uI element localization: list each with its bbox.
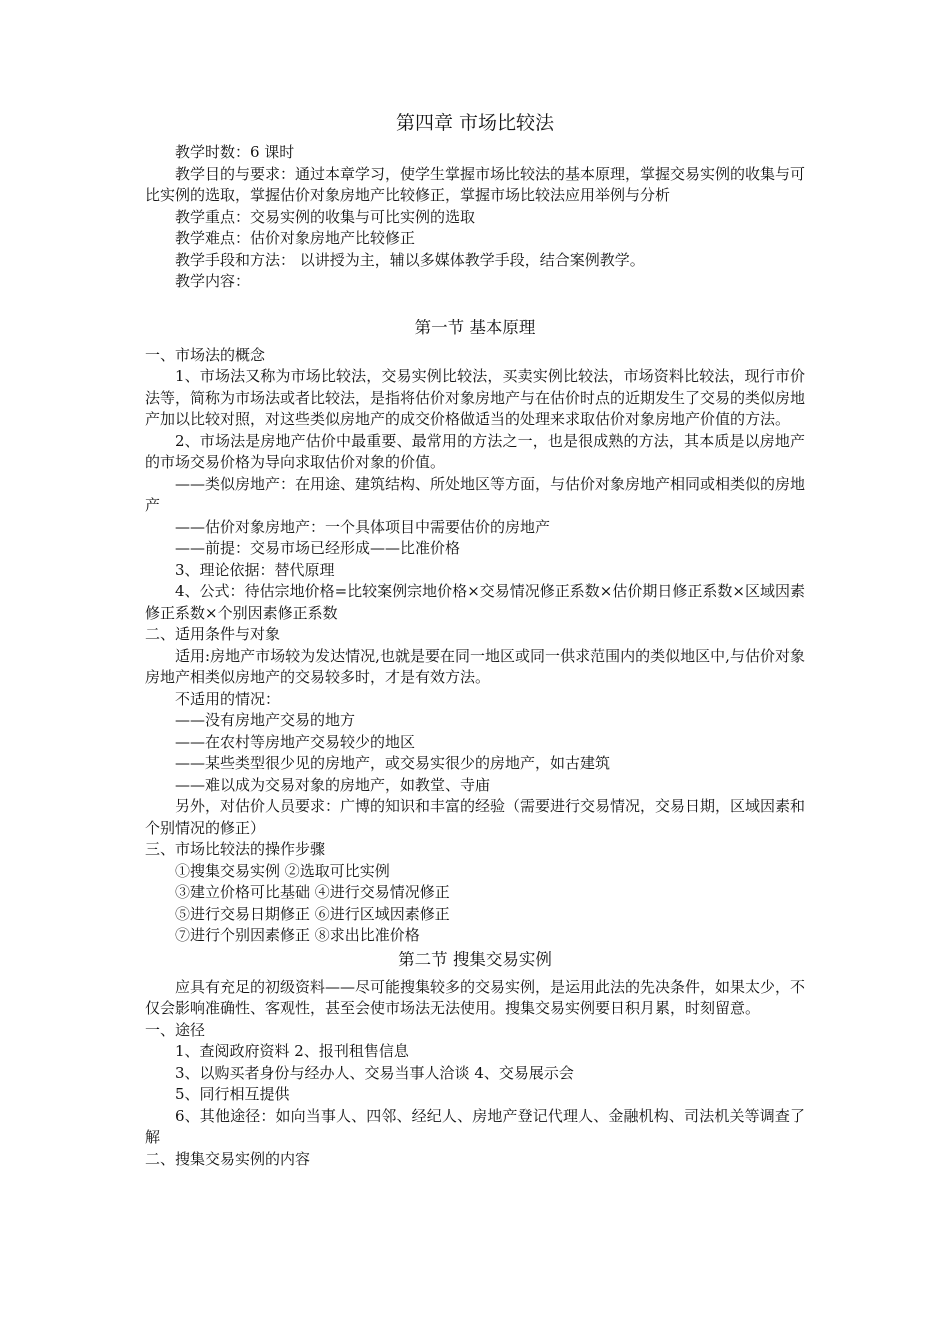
section2-heading-2: 二、搜集交易实例的内容 — [145, 1149, 311, 1168]
meta-content: 教学内容： — [175, 272, 251, 290]
section1-para: 适用:房地产市场较为发达情况,也就是要在同一地区或同一供求范围内的类似地区中,与估价对象房地产相类似房地产的交易较多时，才是有效方法。 — [145, 646, 805, 686]
section2-intro: 应具有充足的初级资料——尽可能搜集较多的交易实例，是运用此法的先决条件，如果太少，不仅会影响准确性、客观性，甚至会使市场法无法使用。搜集交易实例要日积月累，时刻留意。 — [145, 977, 806, 1017]
section2-way: 3、以购买者身份与经办人、交易当事人洽谈 4、交易展示会 — [175, 1063, 574, 1082]
section1-para: ——类似房地产：在用途、建筑结构、所处地区等方面，与估价对象房地产相同或相类似的房地产 — [145, 474, 806, 514]
section2-way: 5、同行相互提供 — [175, 1085, 290, 1103]
section2-title: 第二节 搜集交易实例 — [398, 949, 552, 969]
section1-para: ——估价对象房地产：一个具体项目中需要估价的房地产 — [175, 517, 551, 536]
section1-para: 1、市场法又称为市场比较法，交易实例比较法，买卖实例比较法，市场资料比较法，现行市价法等，简称为市场法或者比较法，是指将估价对象房地产与在估价时点的近期发生了交易的类似房地产加以比较对照，对这些类似房地产的成交价格做适当的处理来求取估价对象房地产价值的方法。 — [145, 367, 806, 428]
section2-way: 1、查阅政府资料 2、报刊租售信息 — [175, 1042, 409, 1060]
section1-heading-2: 二、适用条件与对象 — [145, 625, 281, 643]
step-line: ③建立价格可比基础 ④进行交易情况修正 — [175, 883, 450, 901]
meta-key-points: 教学重点：交易实例的收集与可比实例的选取 — [175, 207, 476, 226]
section1-para: ——没有房地产交易的地方 — [175, 711, 356, 729]
section1-para: ——某些类型很少见的房地产，或交易实很少的房地产，如古建筑 — [175, 754, 611, 772]
meta-methods: 教学手段和方法： 以讲授为主，辅以多媒体教学手段，结合案例教学。 — [175, 250, 645, 269]
meta-hours: 教学时数：6 课时 — [175, 143, 295, 161]
section1-title: 第一节 基本原理 — [414, 317, 536, 337]
step-line: ⑦进行个别因素修正 ⑧求出比准价格 — [175, 926, 420, 944]
section1-formula: 4、公式：待估宗地价格=比较案例宗地价格×交易情况修正系数×估价期日修正系数×区域因素修正系数×个别因素修正系数 — [145, 582, 805, 622]
section1-para: 另外，对估价人员要求：广博的知识和丰富的经验（需要进行交易情况，交易日期，区域因素和个别情况的修正） — [145, 797, 806, 837]
section2-way: 6、其他途径：如向当事人、四邻、经纪人、房地产登记代理人、金融机构、司法机关等调查了解 — [145, 1106, 805, 1146]
section1-para: ——难以成为交易对象的房地产，如教堂、寺庙 — [175, 775, 491, 794]
section1-para: 2、市场法是房地产估价中最重要、最常用的方法之一，也是很成熟的方法，其本质是以房地产的市场交易价格为导向求取估价对象的价值。 — [145, 431, 805, 471]
step-line: ①搜集交易实例 ②选取可比实例 — [175, 861, 390, 880]
section1-para: ——前提：交易市场已经形成——比准价格 — [175, 539, 461, 557]
section1-heading-1: 一、市场法的概念 — [145, 345, 266, 364]
section1-heading-3: 三、市场比较法的操作步骤 — [145, 840, 326, 858]
meta-difficulties: 教学难点：估价对象房地产比较修正 — [175, 229, 416, 247]
chapter-title: 第四章 市场比较法 — [395, 112, 555, 134]
section2-heading-1: 一、途径 — [145, 1020, 206, 1039]
section1-para: ——在农村等房地产交易较少的地区 — [175, 732, 416, 751]
meta-goals: 教学目的与要求：通过本章学习，使学生掌握市场比较法的基本原理，掌握交易实例的收集与可比实例的选取，掌握估价对象房地产比较修正，掌握市场比较法应用举例与分析 — [145, 164, 806, 204]
section1-para: 不适用的情况： — [175, 689, 281, 708]
section1-para: 3、理论依据：替代原理 — [175, 560, 335, 579]
step-line: ⑤进行交易日期修正 ⑥进行区域因素修正 — [175, 904, 450, 923]
